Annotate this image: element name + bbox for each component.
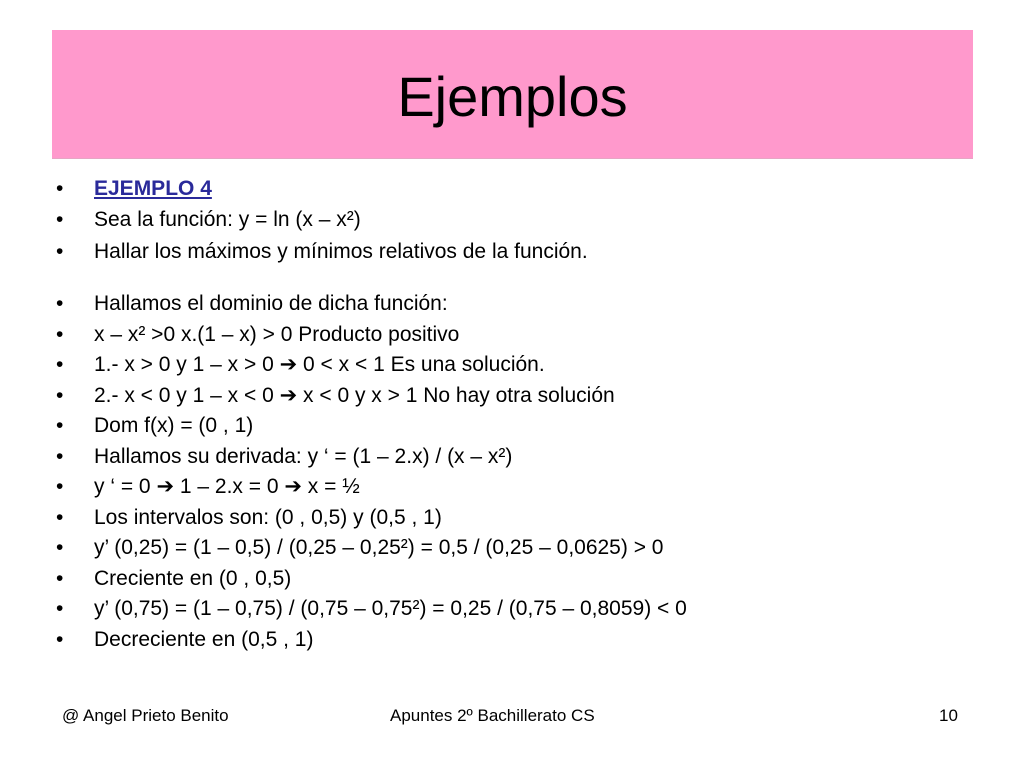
list-item-text: Los intervalos son: (0 , 0,5) y (0,5 , 1) xyxy=(94,505,442,529)
list-item-text: y’ (0,75) = (1 – 0,75) / (0,75 – 0,75²) = 0,25 / (0,75 – 0,8059) < 0 xyxy=(94,597,687,620)
list-item-text: Hallamos su derivada: y ‘ = (1 – 2.x) / (x – x²) xyxy=(94,444,513,468)
list-item xyxy=(56,174,976,205)
example-heading: EJEMPLO 4 xyxy=(94,177,212,200)
footer-course: Apuntes 2º Bachillerato CS xyxy=(390,706,595,725)
bullet-dot: • xyxy=(56,292,64,315)
bullet-dot: • xyxy=(56,383,64,407)
list-item-text: x – x² >0 x.(1 – x) > 0 Producto positivo xyxy=(94,322,460,346)
bullet-dot: • xyxy=(56,627,64,651)
list-item-text: y’ (0,25) = (1 – 0,5) / (0,25 – 0,25²) = 0,5 / (0,25 – 0,0625) > 0 xyxy=(94,536,664,559)
bullet-dot: • xyxy=(56,475,64,498)
bullet-dot: • xyxy=(56,505,64,529)
footer-author: @ Angel Prieto Benito xyxy=(62,706,229,725)
list-item-text: Sea la función: y = ln (x – x²) xyxy=(94,207,361,231)
bullet-dot: • xyxy=(56,536,64,559)
footer-page-number: 10 xyxy=(939,706,958,725)
list-item-text: Decreciente en (0,5 , 1) xyxy=(94,627,314,651)
list-item xyxy=(56,411,976,442)
list-item-text: y ‘ = 0 ➔ 1 – 2.x = 0 ➔ x = ½ xyxy=(94,475,360,498)
title-bar xyxy=(52,30,973,159)
bullet-dot: • xyxy=(56,414,64,437)
bullet-dot: • xyxy=(56,207,64,231)
list-item-text: Dom f(x) = (0 , 1) xyxy=(94,414,254,437)
bullet-dot: • xyxy=(56,240,64,263)
list-item xyxy=(56,503,976,534)
list-item-text: 2.- x < 0 y 1 – x < 0 ➔ x < 0 y x > 1 No hay otra solución xyxy=(94,383,615,407)
bullet-dot: • xyxy=(56,566,64,590)
list-item xyxy=(56,320,976,351)
bullet-list xyxy=(56,174,976,655)
list-item xyxy=(56,564,976,595)
list-item xyxy=(56,625,976,656)
list-item-text: 1.- x > 0 y 1 – x > 0 ➔ 0 < x < 1 Es una solución. xyxy=(94,353,545,376)
bullet-dot: • xyxy=(56,177,64,200)
bullet-dot: • xyxy=(56,353,64,376)
list-item-text: Hallar los máximos y mínimos relativos de la función. xyxy=(94,240,588,263)
bullet-dot: • xyxy=(56,444,64,468)
list-item xyxy=(56,350,976,381)
list-item xyxy=(56,289,976,320)
list-item xyxy=(56,205,976,236)
list-item-text: Hallamos el dominio de dicha función: xyxy=(94,292,448,315)
list-item xyxy=(56,381,976,412)
list-item-text: Creciente en (0 , 0,5) xyxy=(94,566,292,590)
list-item xyxy=(56,472,976,503)
list-item xyxy=(56,594,976,625)
bullet-dot: • xyxy=(56,597,64,620)
list-item xyxy=(56,235,976,269)
slide-title: Ejemplos xyxy=(397,65,628,128)
list-item xyxy=(56,442,976,473)
bullet-dot: • xyxy=(56,322,64,346)
list-item xyxy=(56,533,976,564)
